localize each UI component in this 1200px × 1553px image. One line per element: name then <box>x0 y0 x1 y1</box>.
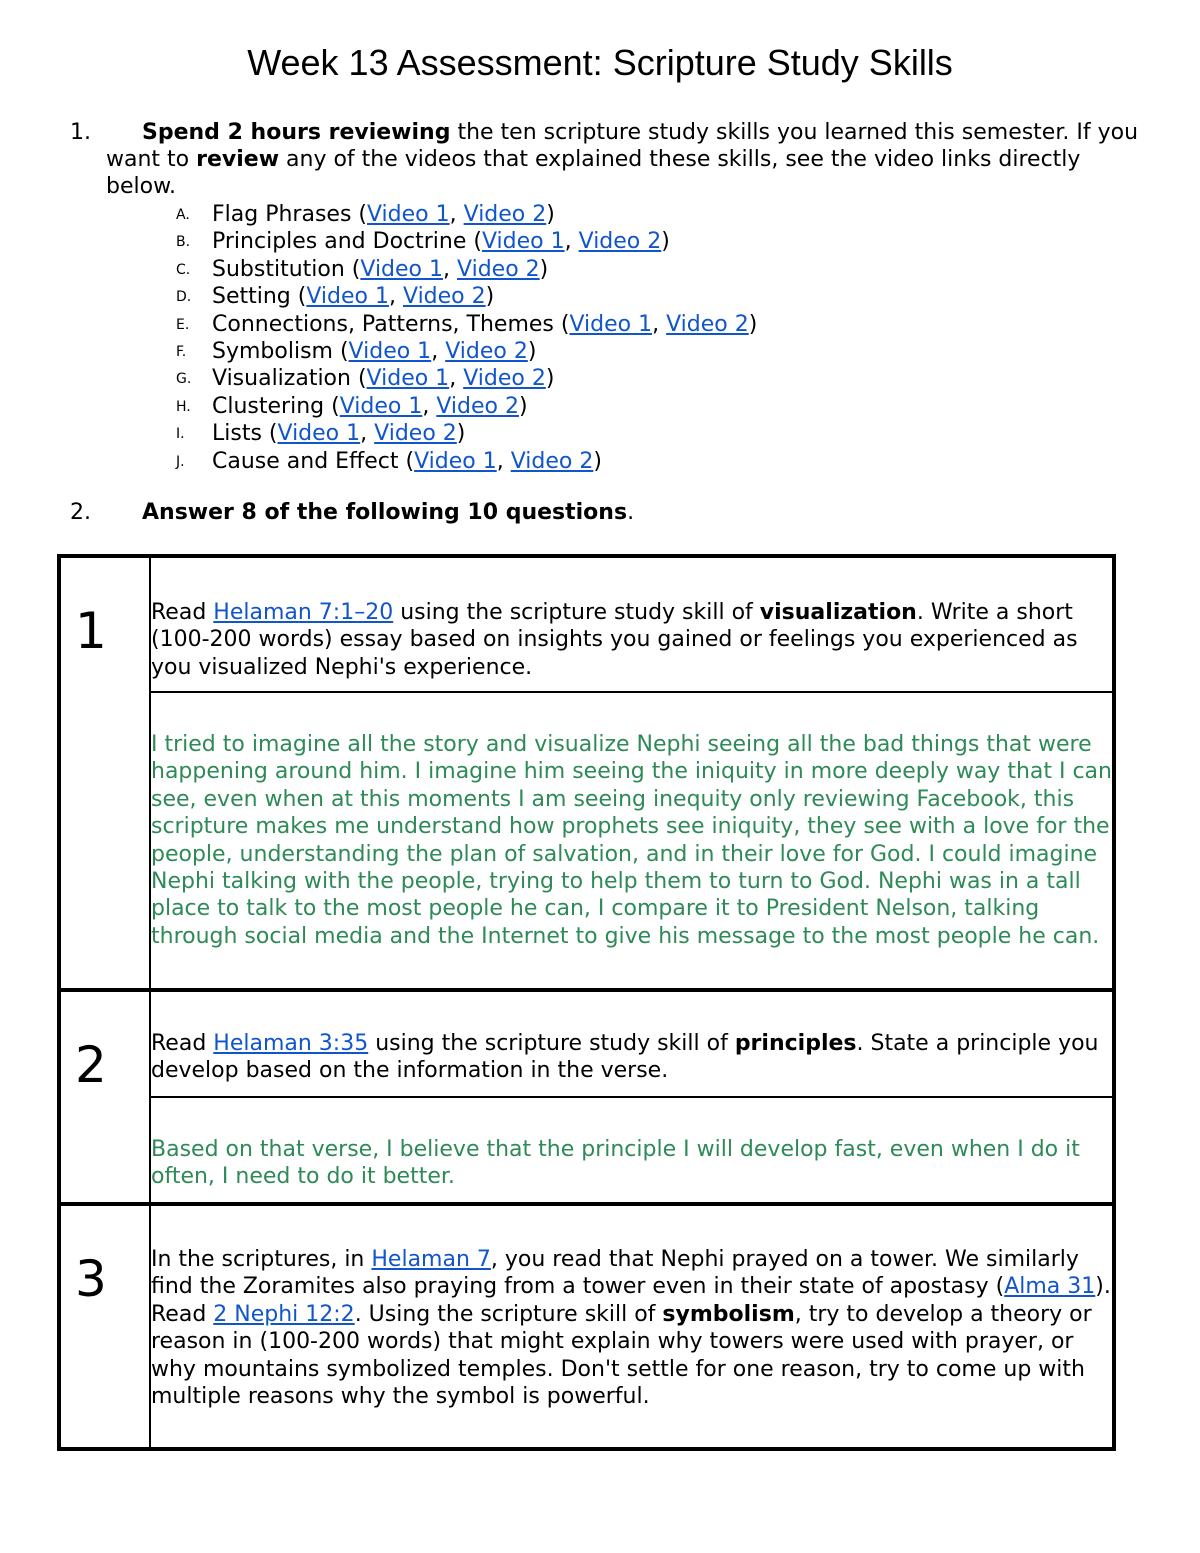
skill-bold: symbolism <box>662 1301 795 1327</box>
video-1-link[interactable]: Video 1 <box>277 421 361 447</box>
skill-item: I. Lists (Video 1, Video 2) <box>176 420 757 447</box>
video-1-link[interactable]: Video 1 <box>348 338 432 364</box>
video-2-link[interactable]: Video 2 <box>463 366 546 392</box>
skill-name: Clustering <box>212 393 325 419</box>
video-2-link[interactable]: Video 2 <box>510 448 594 474</box>
step-2-number: 2. <box>70 500 91 525</box>
video-1-link[interactable]: Video 1 <box>366 366 450 392</box>
prompt-text: In the scriptures, in <box>151 1247 372 1272</box>
video-2-link[interactable]: Video 2 <box>436 393 519 419</box>
question-number-cell <box>59 1204 150 1449</box>
scripture-link[interactable]: Helaman 3:35 <box>213 1031 369 1056</box>
step-1-bold-intro: Spend 2 hours reviewing <box>142 120 451 145</box>
scripture-link[interactable]: Helaman 7:1–20 <box>213 600 394 625</box>
prompt-text: . Using the scripture skill of <box>354 1301 663 1327</box>
skill-letter: C. <box>176 261 191 278</box>
skill-list <box>176 201 757 475</box>
scripture-link[interactable]: 2 Nephi 12:2 <box>213 1301 355 1327</box>
skill-name: Connections, Patterns, Themes <box>212 311 554 337</box>
video-2-link[interactable]: Video 2 <box>403 284 486 310</box>
skill-name: Lists <box>212 421 262 447</box>
skill-item: G. Visualization (Video 1, Video 2) <box>176 365 757 392</box>
question-prompt <box>150 990 1114 1097</box>
step-1-text <box>70 119 1140 200</box>
step-1-text-a: the ten scripture study skills you learned this semester. If you want to <box>106 120 1139 172</box>
video-1-link[interactable]: Video 1 <box>366 202 450 227</box>
question-number-cell <box>59 556 150 990</box>
skill-letter: F. <box>176 343 187 360</box>
video-1-link[interactable]: Video 1 <box>569 311 653 337</box>
video-1-link[interactable]: Video 1 <box>306 284 389 310</box>
answer-cell <box>150 1097 1114 1204</box>
step-1-text-b: any of the videos that explained these skills, see the video links directly below. <box>106 147 1081 199</box>
video-2-link[interactable]: Video 2 <box>463 202 547 227</box>
prompt-text: using the scripture study skill of <box>368 1031 735 1056</box>
skill-item: F. Symbolism (Video 1, Video 2) <box>176 338 757 365</box>
skill-name: Principles and Doctrine <box>212 229 467 255</box>
skill-name: Symbolism <box>212 338 333 364</box>
scripture-link[interactable]: Alma 31 <box>1004 1274 1096 1300</box>
answer-text: I tried to imagine all the story and visualize Nephi seeing all the bad things that were happening around him. I imagine him seeing the iniquity in more deeply way that I can see, even when at this moments I am seeing inequity only reviewing Facebook, this scripture makes me understand how prophets see iniquity, they see with a love for the people, understanding the plan of salvation, and in their love for God. I could imagine Nephi talking with the people, trying to help them to turn to God. Nephi was in a tall place to talk to the most people he can, I compare it to President Nelson, talking through social media and the Internet to give his message to the most people he can. <box>151 732 1112 949</box>
prompt-text: ). Read <box>151 1274 1111 1327</box>
skill-letter: D. <box>176 289 192 306</box>
prompt-text: , try to develop a theory or reason in (100-200 words) that might explain why towers were used with prayer, or why mountains symbolized temples. Don't settle for one reason, try to come up with multiple reasons why the symbol is powerful. <box>151 1301 1092 1410</box>
video-2-link[interactable]: Video 2 <box>666 311 749 337</box>
skill-item: H. Clustering (Video 1, Video 2) <box>176 393 757 420</box>
skill-item: B. Principles and Doctrine (Video 1, Video 2) <box>176 228 757 255</box>
skill-item: E. Connections, Patterns, Themes (Video 1, Video 2) <box>176 311 757 338</box>
step-2-period: . <box>627 500 635 525</box>
prompt-text: using the scripture study skill of <box>393 600 760 625</box>
question-number: 2 <box>75 1036 107 1094</box>
skill-item: J. Cause and Effect (Video 1, Video 2) <box>176 448 757 475</box>
skill-item: A. Flag Phrases (Video 1, Video 2) <box>176 201 757 228</box>
step-1 <box>70 119 1140 200</box>
video-2-link[interactable]: Video 2 <box>374 421 457 447</box>
question-prompt <box>150 556 1114 692</box>
question-row <box>59 556 1114 692</box>
page-title: Week 13 Assessment: Scripture Study Skills <box>247 42 953 83</box>
skill-letter: E. <box>176 316 190 333</box>
question-number-cell <box>59 990 150 1204</box>
skill-name: Substitution <box>212 256 345 282</box>
answer-cell <box>150 692 1114 990</box>
scripture-link[interactable]: Helaman 7 <box>371 1247 491 1272</box>
skill-letter: B. <box>176 234 191 251</box>
question-number: 1 <box>75 602 107 660</box>
video-2-link[interactable]: Video 2 <box>445 338 528 364</box>
step-1-bold-review: review <box>196 147 280 172</box>
step-2-text <box>142 499 634 526</box>
video-1-link[interactable]: Video 1 <box>360 256 444 282</box>
skill-letter: G. <box>176 371 192 388</box>
video-1-link[interactable]: Video 1 <box>339 393 423 419</box>
skill-bold: principles <box>734 1031 857 1056</box>
prompt-text: . State a principle you develop based on the information in the verse. <box>151 1031 1099 1084</box>
video-1-link[interactable]: Video 1 <box>414 448 497 474</box>
video-2-link[interactable]: Video 2 <box>457 256 540 282</box>
skill-item: C. Substitution (Video 1, Video 2) <box>176 256 757 283</box>
skill-letter: H. <box>176 398 191 415</box>
question-row <box>59 1204 1114 1449</box>
question-prompt <box>150 1204 1114 1449</box>
skill-item: D. Setting (Video 1, Video 2) <box>176 283 757 310</box>
video-2-link[interactable]: Video 2 <box>578 229 662 255</box>
questions-table <box>57 554 1116 1451</box>
skill-name: Flag Phrases <box>212 202 352 227</box>
answer-row <box>59 692 1114 990</box>
answer-text: Based on that verse, I believe that the principle I will develop fast, even when I do it often, I need to do it better. <box>151 1137 1080 1190</box>
question-row <box>59 990 1114 1097</box>
answer-row <box>59 1097 1114 1204</box>
skill-name: Visualization <box>212 366 351 392</box>
prompt-text: , you read that Nephi prayed on a tower. We similarly find the Zoramites also praying from a tower even in their state of apostasy ( <box>151 1247 1079 1300</box>
skill-letter: I. <box>176 426 185 443</box>
prompt-text: Read <box>151 1031 214 1056</box>
step-2-bold-text: Answer 8 of the following 10 questions <box>142 500 628 525</box>
prompt-text: . Write a short (100-200 words) essay based on insights you gained or feelings you experienced as you visualized Nephi's experience. <box>151 600 1078 680</box>
skill-letter: J. <box>176 453 185 470</box>
video-1-link[interactable]: Video 1 <box>481 229 565 255</box>
question-number: 3 <box>75 1250 107 1308</box>
prompt-text: Read <box>151 600 214 625</box>
skill-name: Setting <box>212 284 291 310</box>
skill-letter: A. <box>176 207 190 223</box>
skill-name: Cause and Effect <box>212 448 399 474</box>
step-1-number: 1. <box>70 120 91 145</box>
skill-bold: visualization <box>759 600 917 625</box>
